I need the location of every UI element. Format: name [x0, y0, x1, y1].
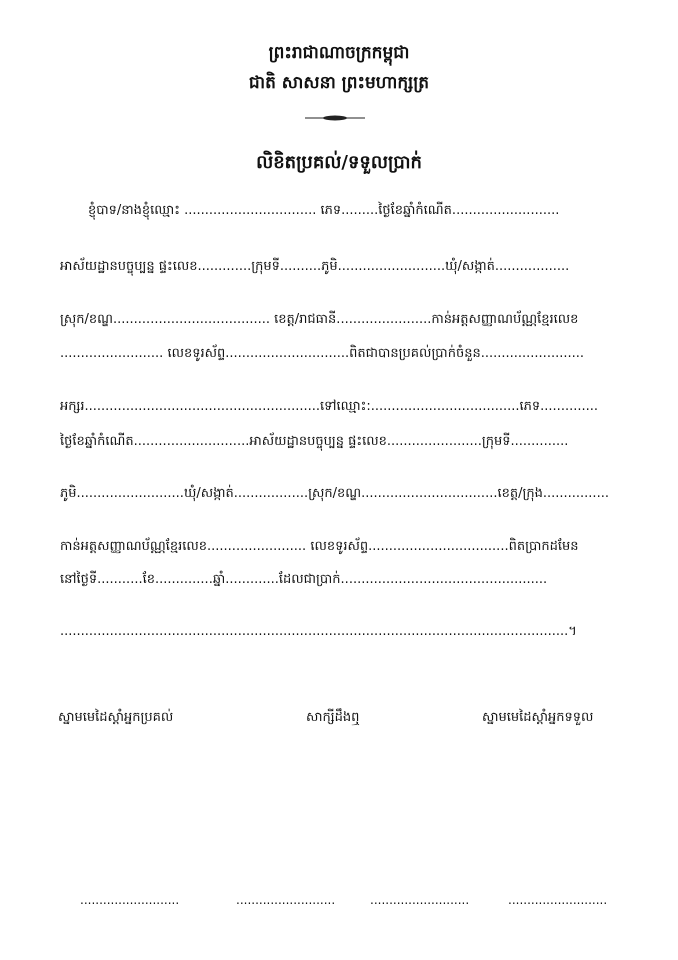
line-receiver-id: កាន់អត្តសញ្ញាណប័ណ្ណខ្មែរលេខ........................ លេខទូរស័ព្ទ..................................ពិតប្រាកដមែន	[60, 539, 579, 554]
line-payer-address: អាស័យដ្ឋានបច្ចុប្បន្ន ផ្ទះលេខ.............ក្រុមទី..........ភូមិ..........................ឃុំ/សង្កាត់..................	[60, 259, 570, 274]
line-date-purpose: នៅថ្ងៃទី...........ខែ..............ឆ្នាំ.............ដែលជាប្រាក់..................................................	[60, 572, 548, 587]
line-receiver-village: ភូមិ..........................ឃុំ/សង្កាត់..................ស្រុក/ខណ្ឌ.................................ខេត្ត/ក្រុង................	[60, 486, 609, 501]
line-payer-name: ខ្ញុំបាទ/នាងខ្ញុំឈ្មោះ ................................ ភេទ.........ថ្ងៃខែឆ្នាំកំណើត..........................	[88, 203, 560, 218]
giver-signature-label: ស្នាមមេដៃស្តាំអ្នកប្រគល់	[58, 710, 174, 725]
giver-name-line: ..........................	[80, 893, 180, 907]
document-title: លិខិតប្រគល់/ទទួលប្រាក់	[256, 152, 422, 173]
receiver-signature-label: ស្នាមមេដៃស្តាំអ្នកទទួល	[482, 710, 594, 725]
receiver-name-line: ..........................	[508, 893, 608, 907]
motto-heading: ជាតិ សាសនា ព្រះមហាក្សត្រ	[248, 73, 430, 93]
line-receiver-birth: ថ្ងៃខែឆ្នាំកំណើត............................អាស័យដ្ឋានបច្ចុប្បន្ន ផ្ទះលេខ.......................ក្រុមទី..............	[60, 434, 569, 449]
witness1-name-line: ..........................	[236, 893, 336, 907]
line-closing: ...........................................................................................................................។	[60, 624, 577, 639]
kingdom-heading: ព្រះរាជាណាចក្រកម្ពុជា	[268, 43, 410, 63]
witness2-name-line: ..........................	[370, 893, 470, 907]
witness-signature-label: សាក្សីដឹងឮ	[306, 710, 360, 725]
line-payer-district: ស្រុក/ខណ្ឌ...................................... ខេត្ត/រាជធានី.......................កាន់អត្តសញ្ញាណប័ណ្ណខ្មែរលេខ	[60, 312, 579, 327]
divider-ornament	[305, 114, 365, 122]
line-amount-words: អក្សរ.........................................................ទៅឈ្មោះ:....................................ភេទ..............	[60, 399, 599, 414]
line-payer-amount: ......................... លេខទូរស័ព្ទ..............................ពិតជាបានប្រគល់ប្រាក់ចំនួន.........................	[60, 346, 585, 361]
